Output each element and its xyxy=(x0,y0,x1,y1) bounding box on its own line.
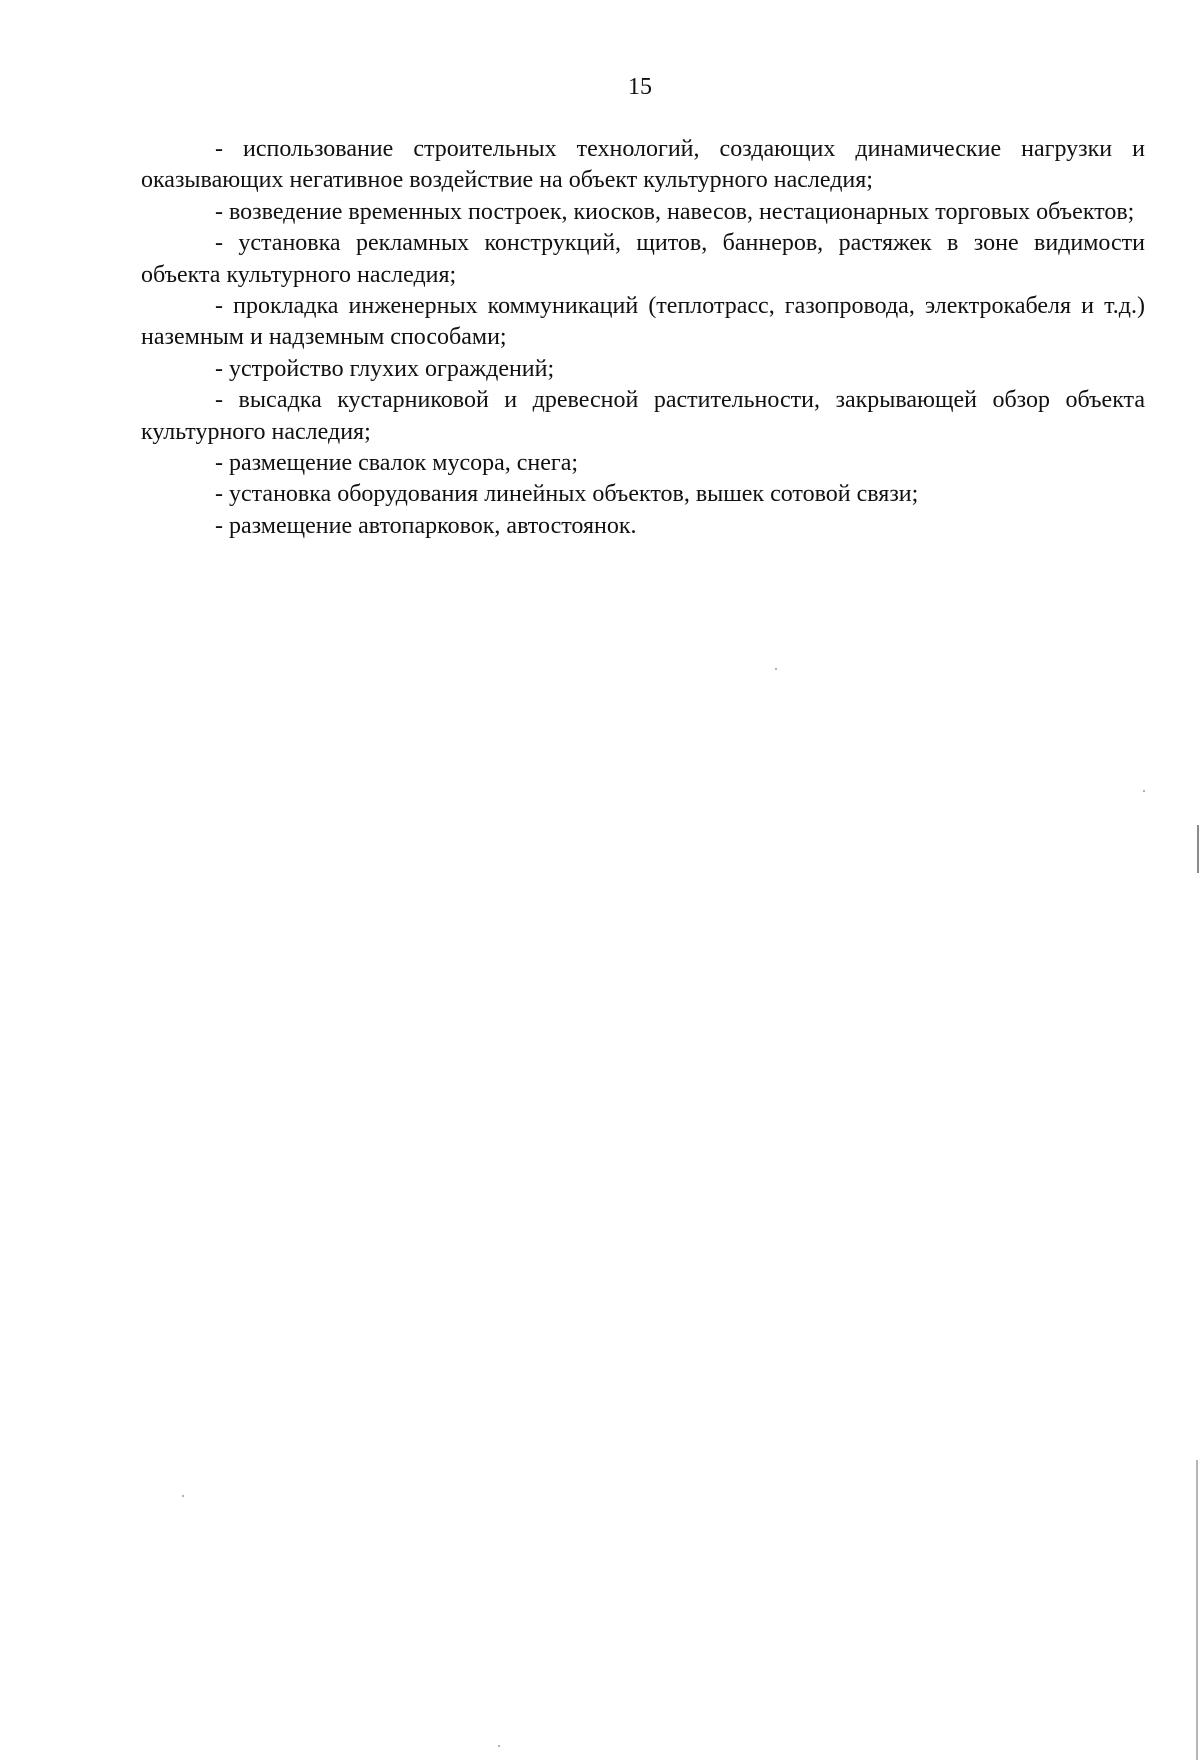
scan-speck xyxy=(775,668,777,670)
list-item: - высадка кустарниковой и древесной растительности, закрывающей обзор объекта культурного наследия; xyxy=(141,387,1145,445)
scan-speck xyxy=(1143,790,1145,792)
scan-speck xyxy=(498,1745,500,1747)
list-item: - возведение временных построек, киосков, навесов, нестационарных торговых объектов; xyxy=(215,198,1135,225)
scan-edge-mark xyxy=(1196,1460,1198,1760)
list-item: - прокладка инженерных коммуникаций (теплотрасс, газопровода, электрокабеля и т.д.) наземным и надземным способами; xyxy=(141,293,1145,351)
list-item: - использование строительных технологий, создающих динамические нагрузки и оказывающих негативное воздействие на объект культурного наследия; xyxy=(141,136,1145,194)
list-item: - устройство глухих ограждений; xyxy=(215,355,555,382)
list-item: - размещение свалок мусора, снега; xyxy=(215,450,579,477)
list-item: - размещение автопарковок, автостоянок. xyxy=(215,512,637,539)
scan-speck xyxy=(182,1495,184,1497)
restrictions-list xyxy=(141,134,1145,542)
scan-edge-mark xyxy=(1197,825,1199,873)
list-item: - установка рекламных конструкций, щитов, баннеров, растяжек в зоне видимости объекта культурного наследия; xyxy=(141,230,1145,288)
list-item: - установка оборудования линейных объектов, вышек сотовой связи; xyxy=(215,481,919,508)
page-number: 15 xyxy=(628,74,652,100)
